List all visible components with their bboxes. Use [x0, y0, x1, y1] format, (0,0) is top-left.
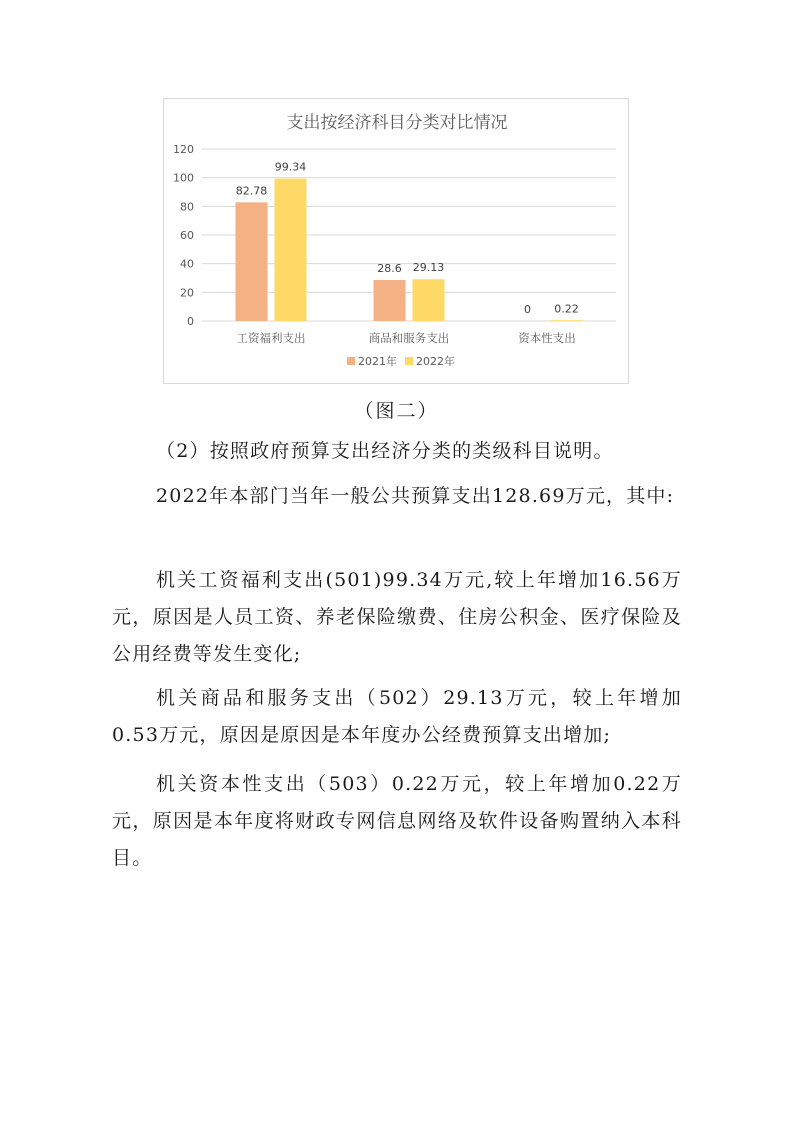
- paragraph-section-heading: （2）按照政府预算支出经济分类的类级科目说明。: [156, 440, 614, 462]
- bar-2: [275, 179, 307, 321]
- y-tick-label: 120: [173, 143, 194, 156]
- bar-2: [551, 320, 583, 321]
- bar-2: [413, 279, 445, 321]
- expenditure-chart: [163, 98, 629, 384]
- paragraph-total-expenditure: 2022年本部门当年一般公共预算支出128.69万元，其中:: [156, 485, 675, 507]
- bar-chart-svg: [164, 99, 630, 385]
- x-category-label: 工资福利支出: [236, 331, 306, 345]
- chart-title: 支出按经济科目分类对比情况: [286, 113, 508, 133]
- data-label: 82.78: [235, 184, 268, 198]
- legend-label: 2022年: [416, 355, 455, 368]
- y-tick-label: 0: [187, 315, 194, 328]
- bar-1: [236, 202, 268, 321]
- paragraph-goods-services: 机关商品和服务支出（502）29.13万元，较上年增加0.53万元，原因是原因是本年度办公经费预算支出增加;: [112, 687, 682, 746]
- data-label: 99.34: [274, 160, 307, 174]
- x-category-label: 资本性支出: [518, 331, 576, 345]
- data-label: 28.6: [377, 262, 402, 276]
- paragraph-salary-welfare: 机关工资福利支出(501)99.34万元,较上年增加16.56万元，原因是人员工资、养老保险缴费、住房公积金、医疗保险及公用经费等发生变化;: [112, 569, 682, 665]
- data-label: 29.13: [412, 261, 445, 275]
- x-category-label: 商品和服务支出: [368, 331, 450, 345]
- figure-caption: （图二）: [354, 400, 439, 422]
- y-tick-label: 40: [180, 257, 194, 271]
- legend-swatch: [347, 357, 355, 365]
- y-tick-label: 20: [180, 286, 194, 300]
- paragraph-capital: 机关资本性支出（503）0.22万元，较上年增加0.22万元，原因是本年度将财政专网信息网络及软件设备购置纳入本科目。: [112, 773, 682, 869]
- y-tick-label: 80: [180, 200, 194, 214]
- y-tick-label: 60: [180, 229, 194, 242]
- bar-1: [374, 280, 406, 321]
- data-label: 0.22: [554, 302, 579, 316]
- y-tick-label: 100: [173, 171, 194, 185]
- legend-label: 2021年: [358, 355, 397, 368]
- data-label: 0: [524, 303, 531, 316]
- legend-swatch: [405, 357, 413, 365]
